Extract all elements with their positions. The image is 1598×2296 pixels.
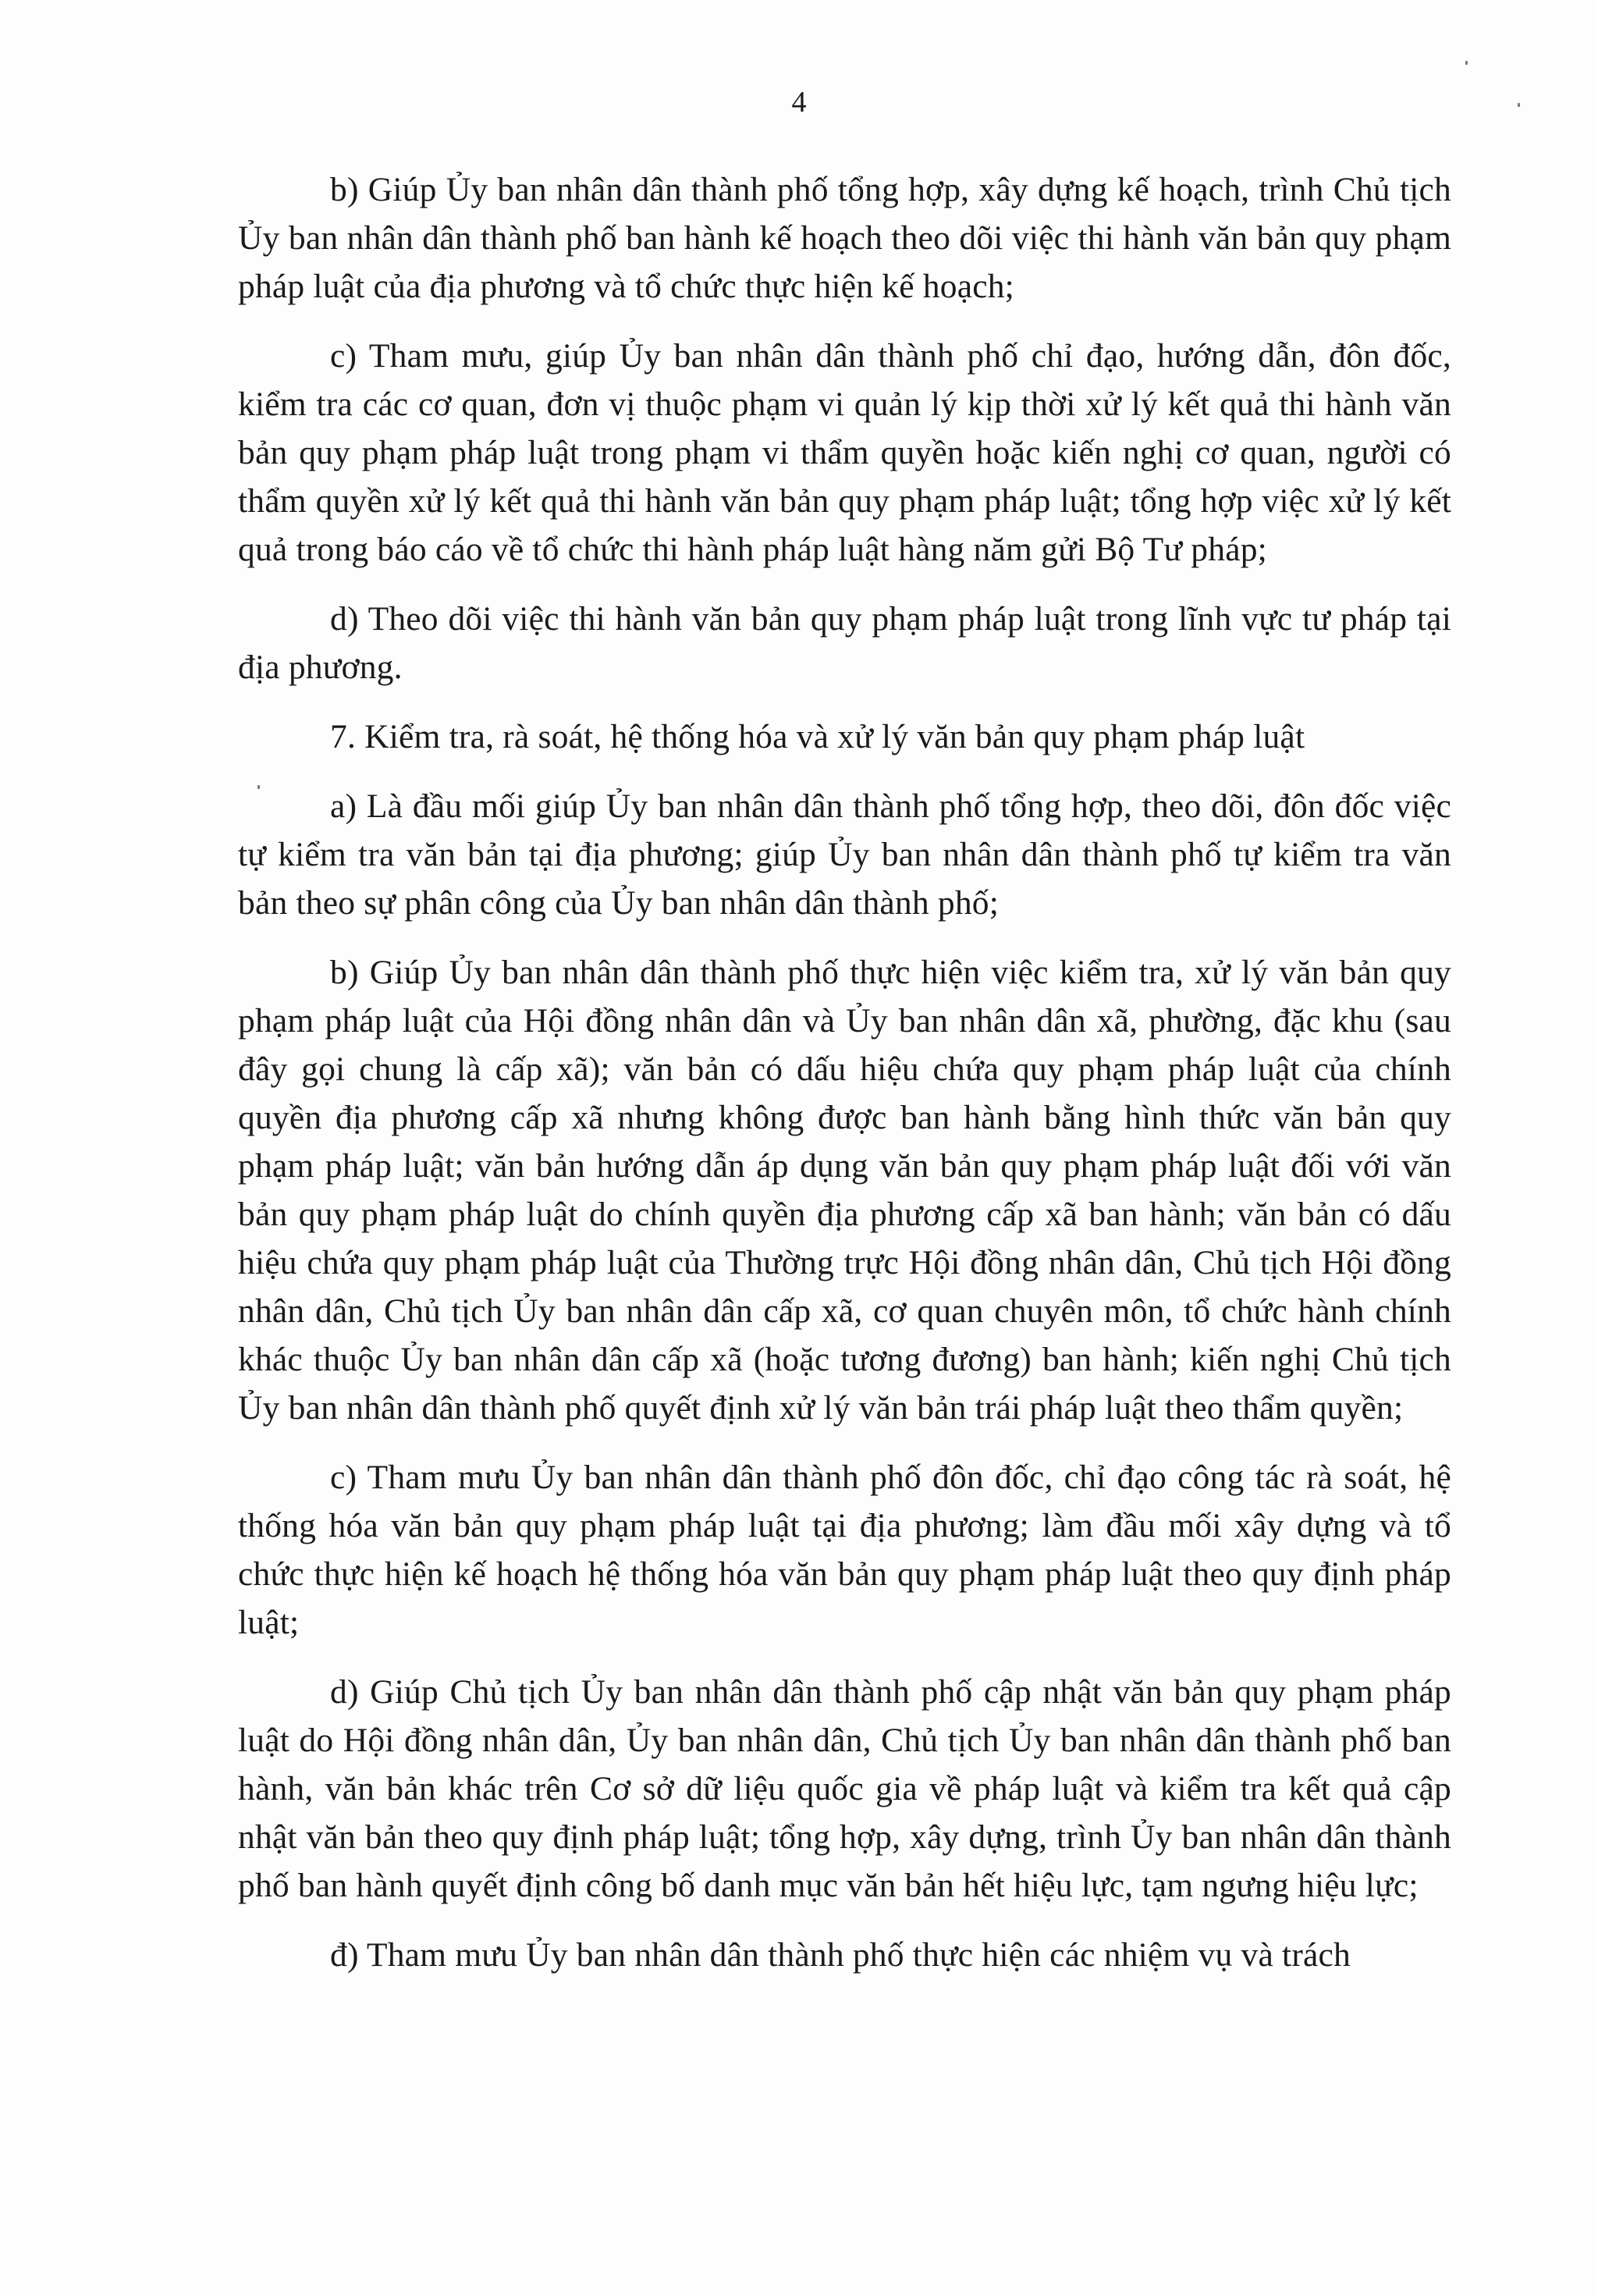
paragraph-7dd: đ) Tham mưu Ủy ban nhân dân thành phố thực hiện các nhiệm vụ và trách <box>330 1936 1351 1974</box>
paragraph-7d: d) Giúp Chủ tịch Ủy ban nhân dân thành phố cập nhật văn bản quy phạm pháp luật do Hội đồng nhân dân, Ủy ban nhân dân, Chủ tịch Ủy ban nhân dân thành phố ban hành, văn bản khác trên Cơ sở dữ liệu quốc gia về pháp luật và kiểm tra kết quả cập nhật văn bản theo quy định pháp luật; tổng hợp, xây dựng, trình Ủy ban nhân dân thành phố ban hành quyết định công bố danh mục văn bản hết hiệu lực, tạm ngưng hiệu lực; <box>238 1673 1451 1904</box>
paragraph-7c: c) Tham mưu Ủy ban nhân dân thành phố đôn đốc, chỉ đạo công tác rà soát, hệ thống hóa văn bản quy phạm pháp luật tại địa phương; làm đầu mối xây dựng và tổ chức thực hiện kế hoạch hệ thống hóa văn bản quy phạm pháp luật theo quy định pháp luật; <box>238 1459 1451 1641</box>
paragraph-6c: c) Tham mưu, giúp Ủy ban nhân dân thành phố chỉ đạo, hướng dẫn, đôn đốc, kiểm tra các cơ quan, đơn vị thuộc phạm vi quản lý kịp thời xử lý kết quả thi hành văn bản quy phạm pháp luật trong phạm vi thẩm quyền hoặc kiến nghị cơ quan, người có thẩm quyền xử lý kết quả thi hành văn bản quy phạm pháp luật; tổng hợp việc xử lý kết quả trong báo cáo về tổ chức thi hành pháp luật hàng năm gửi Bộ Tư pháp; <box>238 337 1451 568</box>
section-heading-7: 7. Kiểm tra, rà soát, hệ thống hóa và xử lý văn bản quy phạm pháp luật <box>330 718 1305 755</box>
paragraph-6b: b) Giúp Ủy ban nhân dân thành phố tổng hợp, xây dựng kế hoạch, trình Chủ tịch Ủy ban nhân dân thành phố ban hành kế hoạch theo dõi việc thi hành văn bản quy phạm pháp luật của địa phương và tổ chức thực hiện kế hoạch; <box>238 171 1451 305</box>
document-body <box>238 165 1451 2000</box>
paragraph-7b: b) Giúp Ủy ban nhân dân thành phố thực hiện việc kiểm tra, xử lý văn bản quy phạm pháp luật của Hội đồng nhân dân và Ủy ban nhân dân xã, phường, đặc khu (sau đây gọi chung là cấp xã); văn bản có dấu hiệu chứa quy phạm pháp luật của chính quyền địa phương cấp xã nhưng không được ban hành bằng hình thức văn bản quy phạm pháp luật; văn bản hướng dẫn áp dụng văn bản quy phạm pháp luật đối với văn bản quy phạm pháp luật do chính quyền địa phương cấp xã ban hành; văn bản có dấu hiệu chứa quy phạm pháp luật của Thường trực Hội đồng nhân dân, Chủ tịch Hội đồng nhân dân, Chủ tịch Ủy ban nhân dân cấp xã, cơ quan chuyên môn, tổ chức hành chính khác thuộc Ủy ban nhân dân cấp xã (hoặc tương đương) ban hành; kiến nghị Chủ tịch Ủy ban nhân dân thành phố quyết định xử lý văn bản trái pháp luật theo thẩm quyền; <box>238 954 1451 1427</box>
scan-speck <box>1518 103 1520 107</box>
scan-speck <box>1465 61 1468 65</box>
paragraph-6d: d) Theo dõi việc thi hành văn bản quy phạm pháp luật trong lĩnh vực tư pháp tại địa phương. <box>238 600 1451 686</box>
paragraph-7a: a) Là đầu mối giúp Ủy ban nhân dân thành phố tổng hợp, theo dõi, đôn đốc việc tự kiểm tra văn bản tại địa phương; giúp Ủy ban nhân dân thành phố tự kiểm tra văn bản theo sự phân công của Ủy ban nhân dân thành phố; <box>238 787 1451 922</box>
page-number: 4 <box>791 86 807 119</box>
